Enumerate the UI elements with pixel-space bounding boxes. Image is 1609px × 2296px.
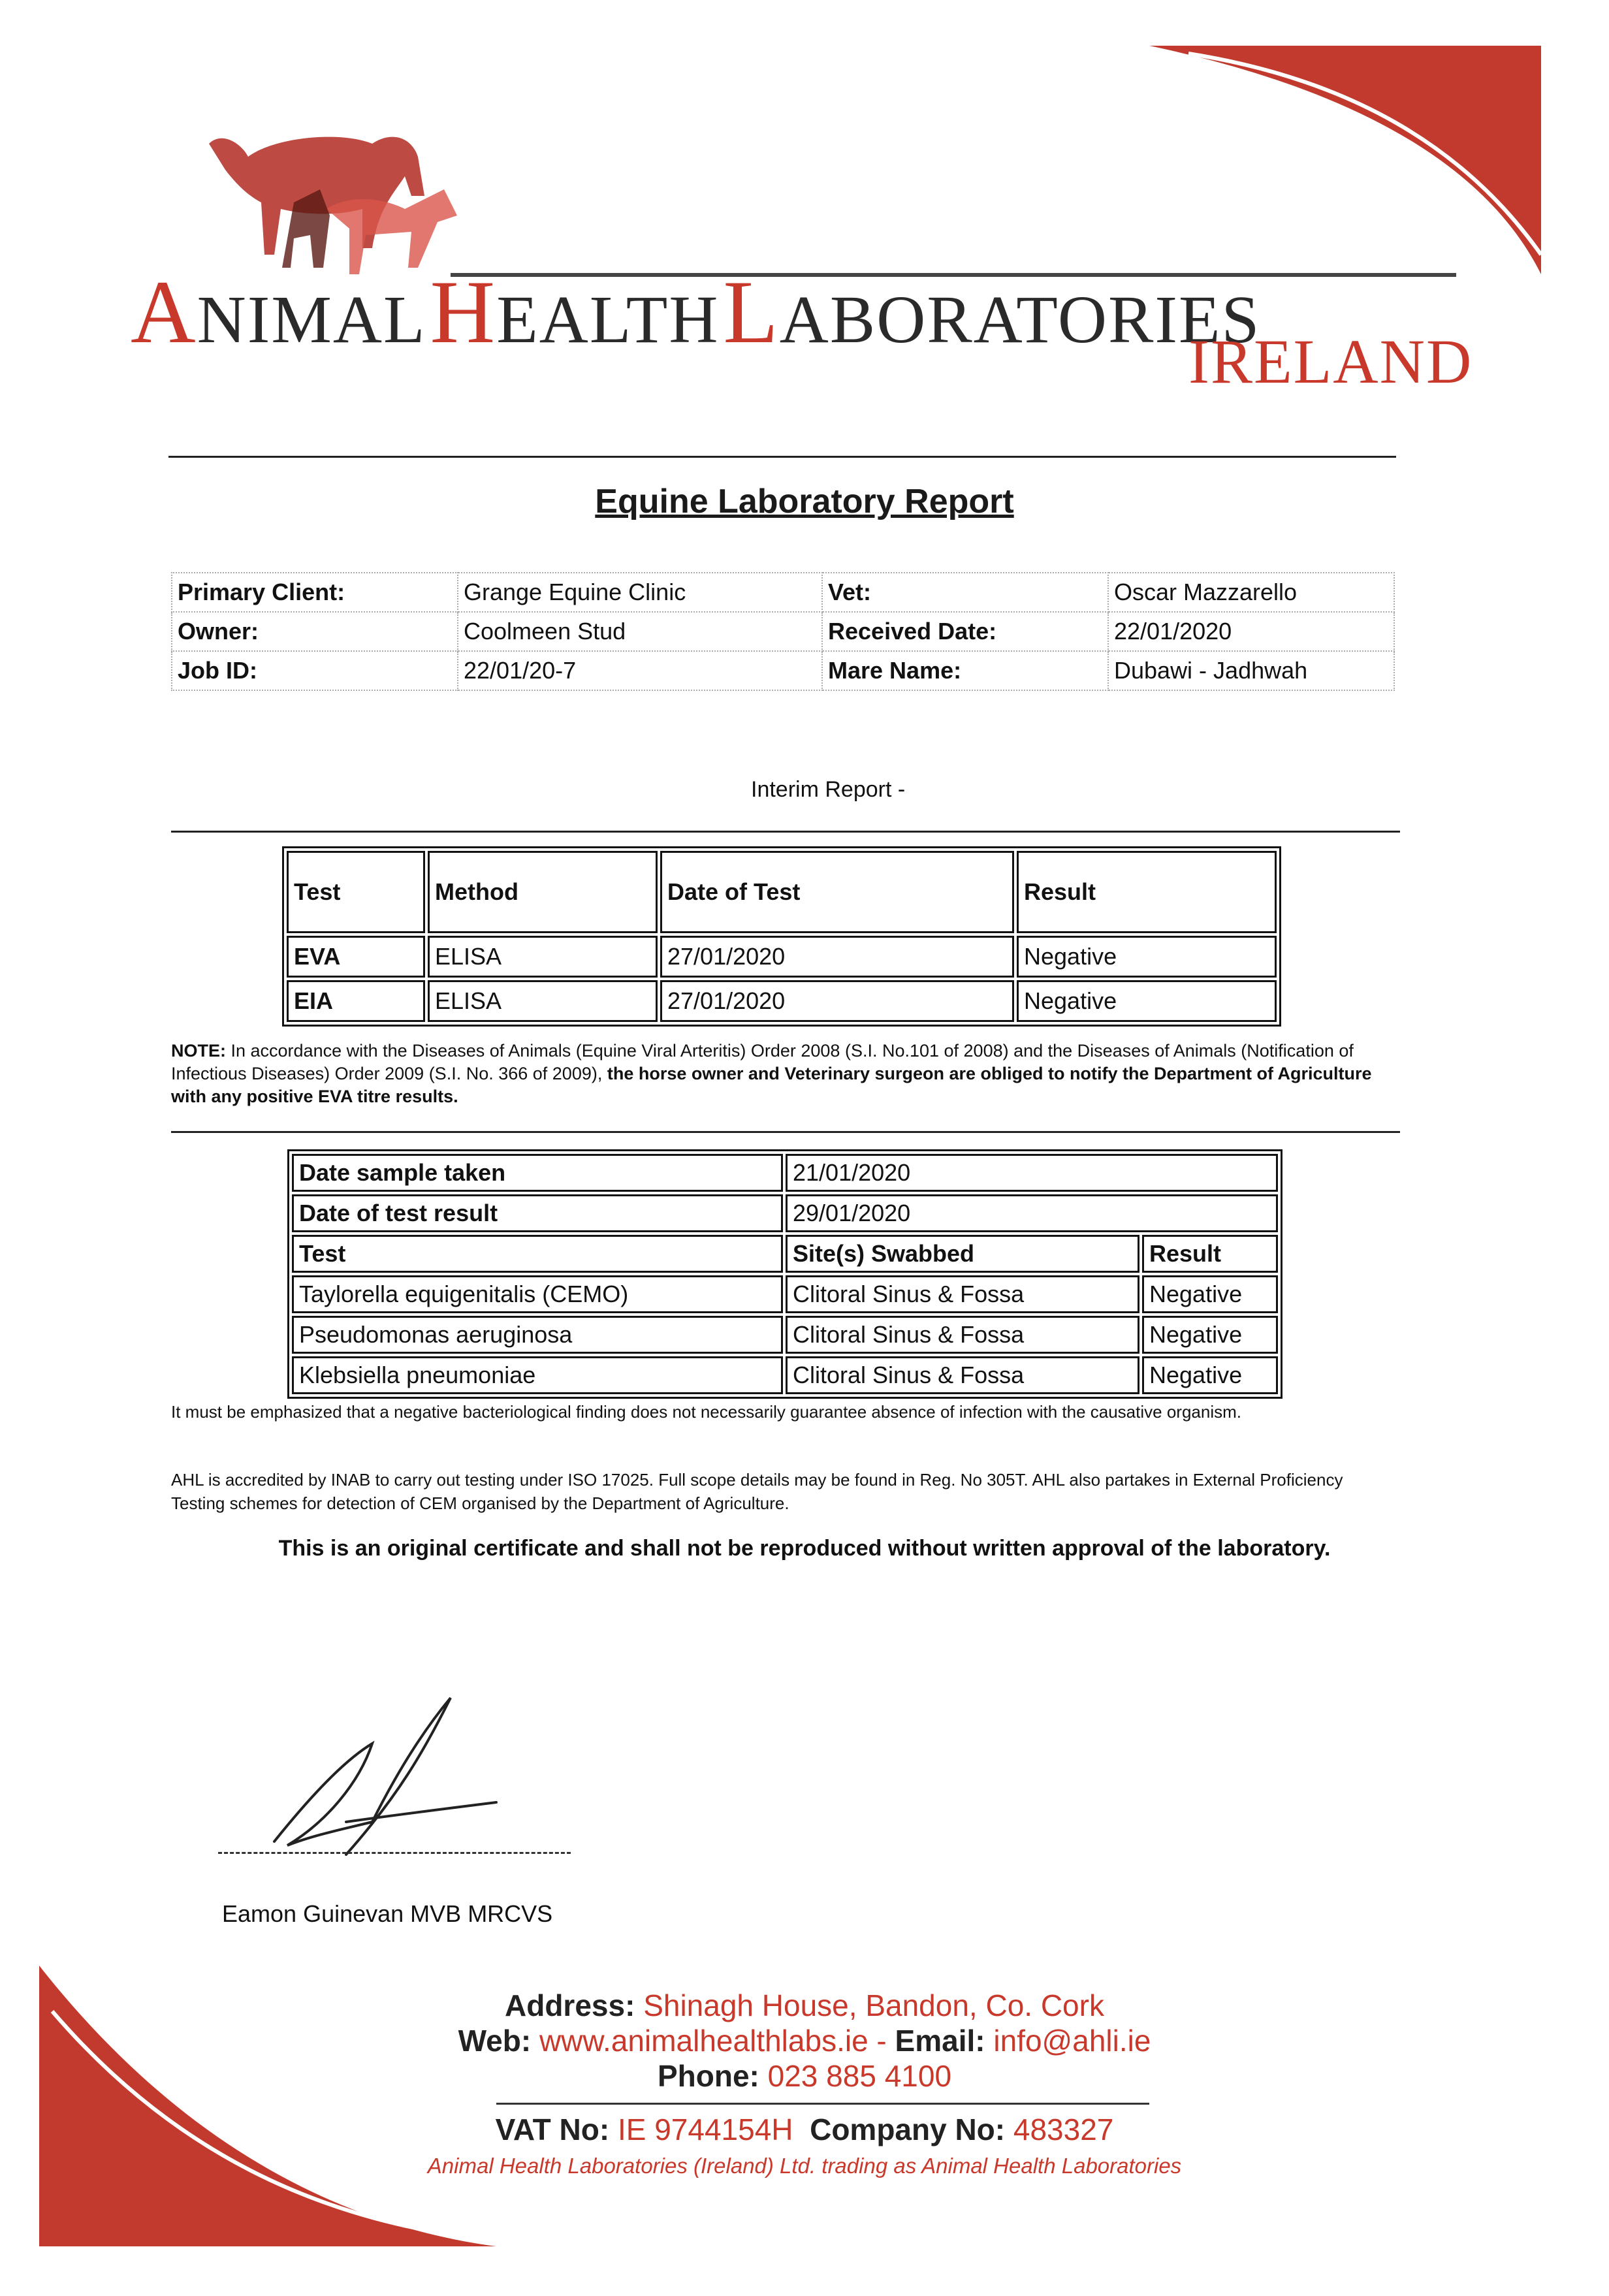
- info-row: [172, 612, 1394, 651]
- bacteriology-table: [287, 1149, 1282, 1399]
- table-cell: Clitoral Sinus & Fossa: [786, 1356, 1139, 1394]
- header-cell: Test: [287, 851, 425, 933]
- address-line: [0, 1988, 1609, 2023]
- table-row: [287, 980, 1277, 1022]
- table-cell: Date sample taken: [292, 1154, 783, 1192]
- info-label: Primary Client:: [172, 573, 458, 612]
- contact-divider: [496, 2103, 1149, 2105]
- regulatory-note: [171, 1040, 1386, 1108]
- header-cell: Result: [1142, 1235, 1278, 1273]
- company-value: 483327: [1013, 2113, 1114, 2146]
- info-label: Owner:: [172, 612, 458, 651]
- divider-top: [168, 456, 1396, 458]
- email-link[interactable]: info@ahli.ie: [993, 2024, 1151, 2058]
- phone-value: 023 885 4100: [767, 2059, 952, 2093]
- signature-icon: [261, 1691, 535, 1861]
- logo-word-laboratories: ABORATORIES: [779, 282, 1261, 357]
- info-value: Dubawi - Jadhwah: [1108, 651, 1394, 690]
- logo-cap-l: L: [723, 262, 780, 362]
- info-value: Oscar Mazzarello: [1108, 573, 1394, 612]
- table-cell: Negative: [1017, 936, 1277, 978]
- table-cell: 27/01/2020: [660, 980, 1014, 1022]
- company-label: Company No:: [810, 2113, 1006, 2146]
- logo-cap-a: A: [131, 262, 197, 362]
- note-label: NOTE:: [171, 1041, 226, 1060]
- table-cell: Negative: [1142, 1316, 1278, 1354]
- contact-separator: -: [868, 2024, 895, 2058]
- web-label: Web:: [458, 2024, 532, 2058]
- emphasis-text: It must be emphasized that a negative bacteriological finding does not necessarily guarantee absence of infection with the causative organism.: [171, 1402, 1241, 1422]
- table-cell: 21/01/2020: [786, 1154, 1278, 1192]
- signature-line: [218, 1852, 571, 1854]
- info-value: Coolmeen Stud: [458, 612, 822, 651]
- table-cell: ELISA: [428, 936, 658, 978]
- header-cell: Test: [292, 1235, 783, 1273]
- table-cell: 27/01/2020: [660, 936, 1014, 978]
- logo-word-animal: NIMAL: [197, 282, 426, 357]
- original-certificate-notice: This is an original certificate and shall not be reproduced without written approval of the laboratory.: [278, 1536, 1331, 1561]
- phone-line: [0, 2058, 1609, 2094]
- info-value: 22/01/20-7: [458, 651, 822, 690]
- website-link[interactable]: www.animalhealthlabs.ie: [539, 2024, 868, 2058]
- table-header-row: [292, 1235, 1278, 1273]
- vat-value: IE 9744154H: [617, 2113, 793, 2146]
- table-cell: EVA: [287, 936, 425, 978]
- table-cell: ELISA: [428, 980, 658, 1022]
- interim-report-label: Interim Report -: [751, 777, 906, 802]
- info-label: Received Date:: [822, 612, 1108, 651]
- info-value: 22/01/2020: [1108, 612, 1394, 651]
- serology-table: [282, 846, 1281, 1027]
- phone-label: Phone:: [657, 2059, 759, 2093]
- client-info-table: [171, 572, 1395, 691]
- info-label: Mare Name:: [822, 651, 1108, 690]
- info-value: Grange Equine Clinic: [458, 573, 822, 612]
- table-cell: Taylorella equigenitalis (CEMO): [292, 1275, 783, 1313]
- header-cell: Result: [1017, 851, 1277, 933]
- corner-swoosh-top: [1149, 39, 1580, 287]
- table-row: [292, 1316, 1278, 1354]
- note-text: In accordance with the Diseases of Animals (Equine Viral Arteritis) Order 2008 (S.I. No.101 of 2008) and the Diseases of Animals (Notification of Infectious Diseases) Order 2009 (S.I. No. 366 of 2009),: [171, 1041, 1354, 1083]
- address-value: Shinagh House, Bandon, Co. Cork: [643, 1988, 1104, 2022]
- table-cell: Klebsiella pneumoniae: [292, 1356, 783, 1394]
- table-cell: Pseudomonas aeruginosa: [292, 1316, 783, 1354]
- table-row: [292, 1194, 1278, 1232]
- header-cell: Date of Test: [660, 851, 1014, 933]
- accreditation-text: AHL is accredited by INAB to carry out testing under ISO 17025. Full scope details may be found in Reg. No 305T. AHL also partakes in External Proficiency Testing schemes for detection of CEM organised by the Department of Agriculture.: [171, 1470, 1343, 1513]
- note-bold-text: the horse owner and Veterinary surgeon are obliged to notify the Department of Agriculture with any positive EVA titre results.: [171, 1064, 1372, 1106]
- table-header-row: [287, 851, 1277, 933]
- table-cell: 29/01/2020: [786, 1194, 1278, 1232]
- table-cell: Date of test result: [292, 1194, 783, 1232]
- logo-cap-h: H: [430, 262, 497, 362]
- header-cell: Site(s) Swabbed: [786, 1235, 1139, 1273]
- header-cell: Method: [428, 851, 658, 933]
- table-cell: EIA: [287, 980, 425, 1022]
- info-label: Vet:: [822, 573, 1108, 612]
- table-cell: Negative: [1017, 980, 1277, 1022]
- report-title: Equine Laboratory Report: [595, 483, 1014, 520]
- table-cell: Clitoral Sinus & Fossa: [786, 1316, 1139, 1354]
- info-label: Job ID:: [172, 651, 458, 690]
- table-cell: Negative: [1142, 1356, 1278, 1394]
- table-row: [292, 1275, 1278, 1313]
- table-cell: Clitoral Sinus & Fossa: [786, 1275, 1139, 1313]
- address-label: Address:: [505, 1988, 635, 2022]
- divider-interim: [171, 831, 1400, 833]
- table-cell: Negative: [1142, 1275, 1278, 1313]
- logo-word-health: EALTH: [496, 282, 720, 357]
- vat-company-line: [0, 2112, 1609, 2147]
- table-row: [287, 936, 1277, 978]
- vat-label: VAT No:: [495, 2113, 610, 2146]
- footer-trading-name: Animal Health Laboratories (Ireland) Ltd. trading as Animal Health Laboratories: [427, 2154, 1182, 2178]
- signatory-name: Eamon Guinevan MVB MRCVS: [222, 1900, 553, 1927]
- info-row: [172, 573, 1394, 612]
- table-row: [292, 1154, 1278, 1192]
- email-label: Email:: [895, 2024, 985, 2058]
- web-email-line: [0, 2023, 1609, 2058]
- table-row: [292, 1356, 1278, 1394]
- logo-subtitle: IRELAND: [1188, 327, 1473, 396]
- divider-note: [171, 1131, 1400, 1133]
- info-row: [172, 651, 1394, 690]
